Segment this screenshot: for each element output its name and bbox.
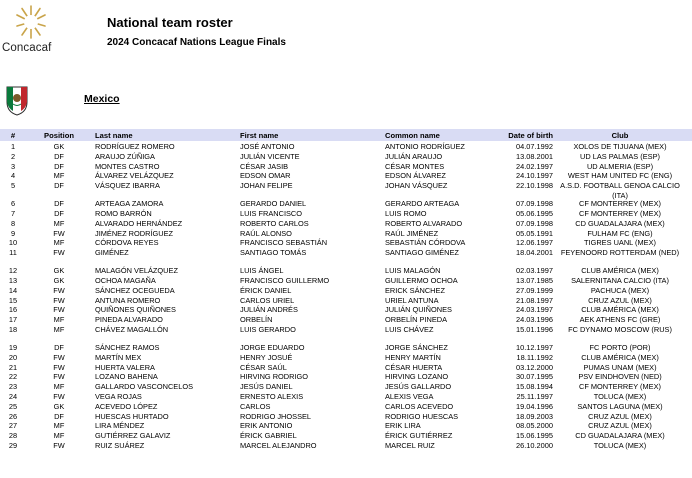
- row-first-name: ROBERTO CARLOS: [240, 218, 309, 228]
- row-number: 10: [8, 238, 18, 248]
- row-date-of-birth: 30.07.1995: [516, 372, 553, 382]
- row-common-name: ÉRICK GUTIÉRREZ: [385, 431, 453, 441]
- row-last-name: QUIÑONES QUIÑONES: [95, 305, 176, 315]
- row-first-name: ORBELÍN: [240, 315, 273, 325]
- row-last-name: SÁNCHEZ OCEGUEDA: [95, 285, 175, 295]
- row-number: 1: [10, 142, 16, 151]
- row-first-name: JULIÁN VICENTE: [240, 151, 300, 161]
- row-number: 27: [8, 421, 18, 431]
- row-last-name: ACEVEDO LÓPEZ: [95, 401, 158, 411]
- row-club: TIGRES UANL (MEX): [584, 238, 656, 248]
- row-first-name: ERIK ANTONIO: [240, 421, 293, 431]
- row-last-name: HUERTA VALERA: [95, 362, 155, 372]
- row-first-name: JESÚS DANIEL: [240, 382, 293, 392]
- row-common-name: GERARDO ARTEAGA: [385, 199, 460, 209]
- row-position: DF: [54, 199, 64, 209]
- row-last-name: MARTÍN MEX: [95, 352, 142, 362]
- row-first-name: ERNESTO ALEXIS: [240, 392, 304, 401]
- row-common-name: CARLOS ACEVEDO: [385, 401, 454, 411]
- row-last-name: ARTEAGA ZAMORA: [95, 199, 164, 209]
- row-number: 14: [8, 285, 18, 295]
- row-last-name: HUESCAS HURTADO: [95, 411, 169, 421]
- row-date-of-birth: 05.05.1991: [516, 228, 553, 238]
- row-position: FW: [53, 392, 65, 401]
- row-club: CF MONTERREY (MEX): [579, 382, 661, 392]
- row-position: FW: [53, 441, 65, 450]
- row-date-of-birth: 10.12.1997: [516, 343, 553, 352]
- row-position: DF: [54, 151, 64, 161]
- row-last-name: GALLARDO VASCONCELOS: [95, 382, 194, 392]
- row-first-name: HIRVING RODRIGO: [240, 372, 309, 382]
- row-club: CRUZ AZUL (MEX): [588, 411, 652, 421]
- row-position: MF: [53, 315, 65, 325]
- row-club: CD GUADALAJARA (MEX): [575, 431, 665, 441]
- row-date-of-birth: 21.08.1997: [516, 295, 553, 305]
- row-position: GK: [53, 142, 65, 151]
- row-common-name: ALEXIS VEGA: [385, 392, 434, 401]
- col-club: Club: [611, 131, 629, 140]
- row-club: A.S.D. FOOTBALL GENOA CALCIO (ITA): [560, 181, 680, 200]
- row-date-of-birth: 24.03.1997: [516, 305, 553, 315]
- row-club: SALERNITANA CALCIO (ITA): [571, 276, 669, 285]
- row-common-name: JULIÁN ARAUJO: [385, 151, 443, 161]
- concacaf-logo: [0, 4, 62, 56]
- row-club: TOLUCA (MEX): [593, 392, 647, 401]
- row-last-name: ROMO BARRÓN: [95, 209, 152, 218]
- row-date-of-birth: 27.09.1999: [516, 285, 553, 295]
- row-club: UD ALMERIA (ESP): [586, 161, 654, 171]
- row-common-name: LUIS MALAGÓN: [385, 266, 441, 276]
- row-number: 15: [8, 295, 18, 305]
- row-last-name: MALAGÓN VELÁZQUEZ: [95, 266, 178, 276]
- row-date-of-birth: 19.04.1996: [516, 401, 553, 411]
- row-first-name: LUIS FRANCISCO: [240, 209, 303, 218]
- row-last-name: PINEDA ALVARADO: [95, 315, 163, 325]
- mexico-crest-icon: [4, 84, 30, 116]
- row-number: 3: [10, 161, 16, 171]
- row-first-name: FRANCISCO SEBASTIÁN: [240, 238, 328, 248]
- row-club: PACHUCA (MEX): [590, 285, 650, 295]
- row-club: FC PORTO (POR): [589, 343, 651, 352]
- row-position: FW: [53, 362, 65, 372]
- row-common-name: ERIK LIRA: [385, 421, 421, 431]
- row-common-name: ORBELÍN PINEDA: [385, 315, 448, 325]
- row-club: CRUZ AZUL (MEX): [588, 295, 652, 305]
- row-last-name: LOZANO BAHENA: [95, 372, 158, 382]
- row-common-name: HIRVING LOZANO: [385, 372, 449, 382]
- row-number: 18: [8, 325, 18, 334]
- col-last-name: Last name: [95, 131, 133, 140]
- row-date-of-birth: 18.11.1992: [516, 352, 553, 362]
- row-first-name: EDSON OMAR: [240, 171, 291, 181]
- row-first-name: GERARDO DANIEL: [240, 199, 307, 209]
- row-first-name: FRANCISCO GUILLERMO: [240, 276, 330, 285]
- row-first-name: JOSÉ ANTONIO: [240, 142, 295, 151]
- row-common-name: EDSON ÁLVAREZ: [385, 171, 446, 181]
- row-number: 8: [10, 218, 16, 228]
- row-position: FW: [53, 228, 65, 238]
- row-date-of-birth: 15.01.1996: [516, 325, 553, 334]
- row-date-of-birth: 18.09.2003: [516, 411, 553, 421]
- row-club: WEST HAM UNITED FC (ENG): [567, 171, 673, 181]
- row-club: CD GUADALAJARA (MEX): [575, 218, 665, 228]
- row-first-name: CARLOS URIEL: [240, 295, 295, 305]
- row-number: 6: [10, 199, 16, 209]
- row-position: FW: [53, 285, 65, 295]
- row-first-name: MARCEL ALEJANDRO: [240, 441, 317, 450]
- row-last-name: GIMÉNEZ: [95, 248, 129, 258]
- row-number: 20: [8, 352, 18, 362]
- row-position: MF: [53, 325, 65, 334]
- row-position: DF: [54, 181, 64, 191]
- row-common-name: JORGE SÁNCHEZ: [385, 343, 448, 352]
- table-header: [0, 129, 692, 141]
- row-common-name: MARCEL RUIZ: [385, 441, 435, 450]
- row-position: FW: [53, 352, 65, 362]
- row-position: MF: [53, 431, 65, 441]
- row-date-of-birth: 24.02.1997: [516, 161, 553, 171]
- row-number: 4: [10, 171, 16, 181]
- row-first-name: JOHAN FELIPE: [240, 181, 293, 191]
- row-first-name: JULIÁN ANDRÉS: [240, 305, 298, 315]
- row-first-name: HENRY JOSUÉ: [240, 352, 293, 362]
- row-date-of-birth: 24.10.1997: [516, 171, 553, 181]
- row-club: CLUB AMÉRICA (MEX): [581, 266, 659, 276]
- row-club: PUMAS UNAM (MEX): [583, 362, 657, 372]
- row-common-name: LUIS CHÁVEZ: [385, 325, 434, 334]
- row-position: DF: [54, 161, 64, 171]
- row-common-name: CÉSAR MONTES: [385, 161, 445, 171]
- logo-text: Concacaf: [2, 42, 52, 54]
- row-position: GK: [53, 266, 65, 276]
- row-first-name: CÉSAR SAÚL: [240, 362, 287, 372]
- row-last-name: SÁNCHEZ RAMOS: [95, 343, 160, 352]
- row-position: FW: [53, 248, 65, 258]
- row-first-name: RODRIGO JHOSSEL: [240, 411, 312, 421]
- row-position: DF: [54, 343, 64, 352]
- row-position: MF: [53, 238, 65, 248]
- row-number: 24: [8, 392, 18, 401]
- row-number: 26: [8, 411, 18, 421]
- row-number: 29: [8, 441, 18, 450]
- row-date-of-birth: 13.07.1985: [516, 276, 553, 285]
- row-first-name: CARLOS: [240, 401, 271, 411]
- row-common-name: URIEL ANTUNA: [385, 295, 439, 305]
- row-club: UD LAS PALMAS (ESP): [580, 151, 660, 161]
- row-last-name: CÓRDOVA REYES: [95, 238, 159, 248]
- row-position: GK: [53, 401, 65, 411]
- row-last-name: ÁLVAREZ VELÁZQUEZ: [95, 171, 174, 181]
- row-number: 13: [8, 276, 18, 285]
- row-number: 7: [10, 209, 16, 218]
- row-position: MF: [53, 421, 65, 431]
- row-common-name: RAÚL JIMÉNEZ: [385, 228, 439, 238]
- row-date-of-birth: 22.10.1998: [516, 181, 553, 191]
- row-number: 17: [8, 315, 18, 325]
- row-common-name: SANTIAGO GIMÉNEZ: [385, 248, 459, 258]
- row-common-name: ANTONIO RODRÍGUEZ: [385, 142, 465, 151]
- row-common-name: ROBERTO ALVARADO: [385, 218, 463, 228]
- row-club: FC DYNAMO MOSCOW (RUS): [568, 325, 672, 334]
- page-subtitle: 2024 Concacaf Nations League Finals: [107, 37, 286, 48]
- row-date-of-birth: 15.08.1994: [516, 382, 553, 392]
- row-club: CRUZ AZUL (MEX): [588, 421, 652, 431]
- row-club: XOLOS DE TIJUANA (MEX): [573, 142, 667, 151]
- row-first-name: LUIS ÁNGEL: [240, 266, 284, 276]
- row-last-name: LIRA MÉNDEZ: [95, 421, 145, 431]
- row-number: 23: [8, 382, 18, 392]
- row-position: FW: [53, 372, 65, 382]
- row-club: CF MONTERREY (MEX): [579, 199, 661, 209]
- row-club: FULHAM FC (ENG): [587, 228, 653, 238]
- row-position: FW: [53, 295, 65, 305]
- row-position: MF: [53, 218, 65, 228]
- team-name: Mexico: [84, 93, 120, 105]
- col-common-name: Common name: [385, 131, 440, 140]
- row-common-name: HENRY MARTÍN: [385, 352, 441, 362]
- row-last-name: ANTUNA ROMERO: [95, 295, 161, 305]
- row-common-name: JOHAN VÁSQUEZ: [385, 181, 448, 191]
- row-date-of-birth: 07.09.1998: [516, 199, 553, 209]
- row-number: 9: [10, 228, 16, 238]
- row-date-of-birth: 08.05.2000: [516, 421, 553, 431]
- row-first-name: ÉRICK GABRIEL: [240, 431, 297, 441]
- row-common-name: JESÚS GALLARDO: [385, 382, 452, 392]
- row-first-name: ÉRICK DANIEL: [240, 285, 292, 295]
- row-last-name: RODRÍGUEZ ROMERO: [95, 142, 175, 151]
- row-club: FEYENOORD ROTTERDAM (NED): [560, 248, 680, 258]
- row-position: GK: [53, 276, 65, 285]
- col-date-of-birth: Date of birth: [508, 131, 553, 140]
- row-last-name: VEGA ROJAS: [95, 392, 142, 401]
- row-number: 5: [10, 181, 16, 191]
- row-position: DF: [54, 209, 64, 218]
- row-common-name: CÉSAR HUERTA: [385, 362, 443, 372]
- row-number: 11: [9, 248, 17, 258]
- row-position: MF: [53, 171, 65, 181]
- row-first-name: JORGE EDUARDO: [240, 343, 305, 352]
- row-number: 28: [8, 431, 18, 441]
- row-position: DF: [54, 411, 64, 421]
- row-date-of-birth: 02.03.1997: [516, 266, 553, 276]
- row-club: TOLUCA (MEX): [593, 441, 647, 450]
- row-date-of-birth: 07.09.1998: [516, 218, 553, 228]
- row-date-of-birth: 13.08.2001: [516, 151, 553, 161]
- row-last-name: ARAUJO ZÚÑIGA: [95, 151, 155, 161]
- row-club: AEK ATHENS FC (GRE): [579, 315, 661, 325]
- row-last-name: RUIZ SUÁREZ: [95, 441, 145, 450]
- row-club: CLUB AMÉRICA (MEX): [581, 305, 659, 315]
- row-last-name: MONTES CASTRO: [95, 161, 160, 171]
- row-position: MF: [53, 382, 65, 392]
- row-date-of-birth: 26.10.2000: [516, 441, 553, 450]
- col-position: Position: [44, 131, 74, 140]
- row-club: PSV EINDHOVEN (NED): [578, 372, 662, 382]
- row-number: 19: [8, 343, 18, 352]
- row-last-name: ALVARADO HERNÁNDEZ: [95, 218, 183, 228]
- row-position: FW: [53, 305, 65, 315]
- row-number: 12: [8, 266, 18, 276]
- row-club: SANTOS LAGUNA (MEX): [577, 401, 663, 411]
- col-number: #: [10, 131, 16, 140]
- row-date-of-birth: 15.06.1995: [516, 431, 553, 441]
- row-common-name: LUIS ROMO: [385, 209, 427, 218]
- row-number: 22: [8, 372, 18, 382]
- row-first-name: CÉSAR JASIB: [240, 161, 289, 171]
- row-first-name: LUIS GERARDO: [240, 325, 296, 334]
- row-club: CF MONTERREY (MEX): [579, 209, 661, 218]
- row-number: 21: [8, 362, 18, 372]
- row-date-of-birth: 03.12.2000: [516, 362, 553, 372]
- row-common-name: JULIÁN QUIÑONES: [385, 305, 452, 315]
- row-common-name: RODRIGO HUESCAS: [385, 411, 459, 421]
- row-date-of-birth: 04.07.1992: [516, 142, 553, 151]
- row-date-of-birth: 25.11.1997: [516, 392, 553, 401]
- col-first-name: First name: [240, 131, 279, 140]
- row-date-of-birth: 18.04.2001: [516, 248, 553, 258]
- row-number: 25: [8, 401, 18, 411]
- row-common-name: SEBASTIÁN CÓRDOVA: [385, 238, 466, 248]
- row-date-of-birth: 12.06.1997: [516, 238, 553, 248]
- row-common-name: ERICK SÁNCHEZ: [385, 285, 445, 295]
- row-last-name: GUTIÉRREZ GALAVIZ: [95, 431, 171, 441]
- row-last-name: CHÁVEZ MAGALLÓN: [95, 325, 169, 334]
- row-common-name: GUILLERMO OCHOA: [385, 276, 458, 285]
- page-title: National team roster: [107, 15, 233, 30]
- row-last-name: OCHOA MAGAÑA: [95, 276, 156, 285]
- concacaf-sunburst-icon: [16, 4, 46, 40]
- row-number: 16: [8, 305, 18, 315]
- row-last-name: JIMÉNEZ RODRÍGUEZ: [95, 228, 174, 238]
- row-date-of-birth: 05.06.1995: [516, 209, 553, 218]
- row-number: 2: [10, 151, 16, 161]
- row-first-name: RAÚL ALONSO: [240, 228, 292, 238]
- row-first-name: SANTIAGO TOMÁS: [240, 248, 307, 258]
- row-last-name: VÁSQUEZ IBARRA: [95, 181, 160, 191]
- row-club: CLUB AMÉRICA (MEX): [581, 352, 659, 362]
- row-date-of-birth: 24.03.1996: [516, 315, 553, 325]
